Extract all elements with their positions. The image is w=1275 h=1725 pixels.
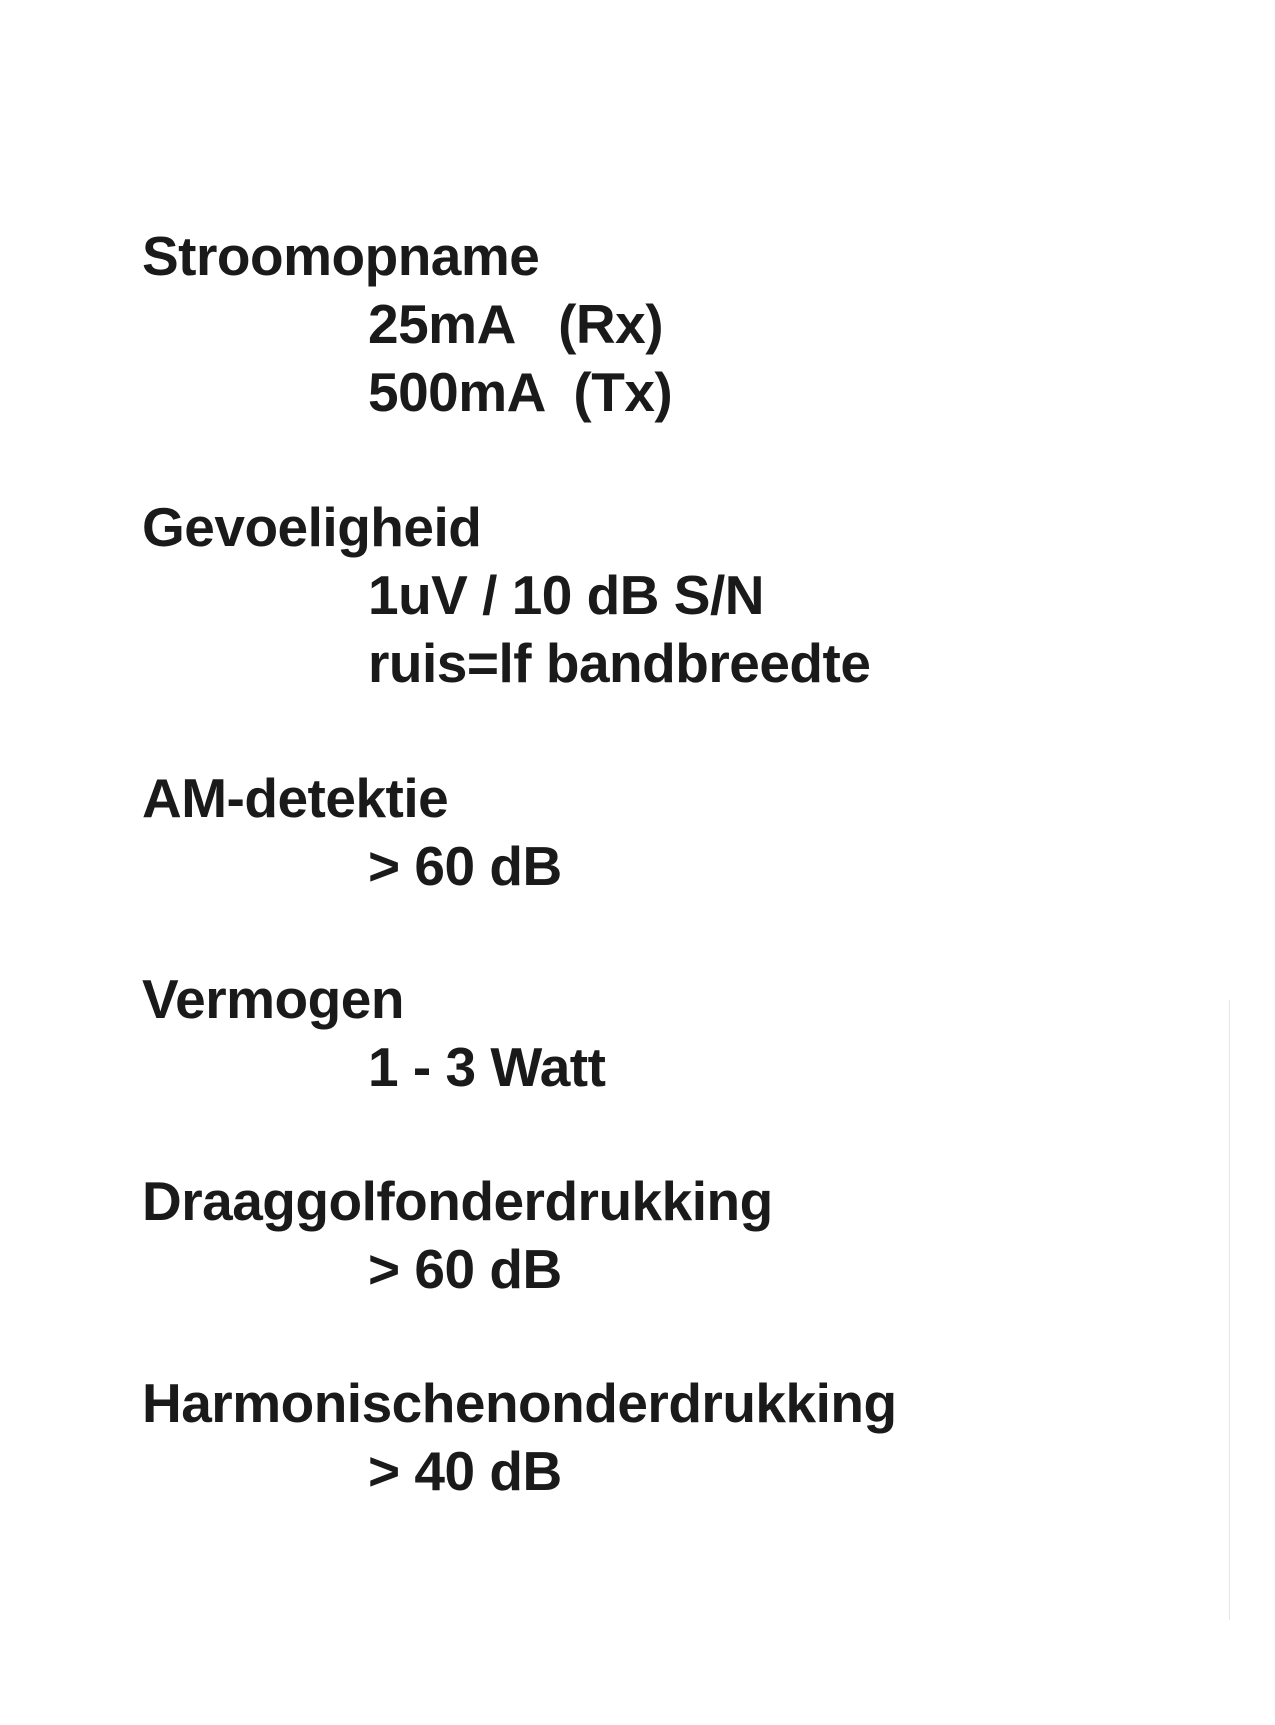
spec-heading: Gevoeligheid: [142, 496, 482, 558]
spec-heading: Stroomopname: [142, 225, 540, 287]
spec-current-consumption: [142, 222, 672, 426]
spec-value: 1uV / 10 dB S/N: [368, 564, 764, 626]
spec-value: ruis=lf bandbreedte: [368, 632, 871, 694]
spec-value: 1 - 3 Watt: [368, 1036, 606, 1098]
spec-heading: Harmonischenonderdrukking: [142, 1372, 897, 1434]
spec-power: [142, 965, 605, 1101]
spec-heading: Vermogen: [142, 968, 404, 1030]
spec-heading: AM-detektie: [142, 767, 449, 829]
spec-harmonic-suppression: [142, 1369, 897, 1505]
scan-edge-line: [1229, 1000, 1230, 1620]
spec-heading: Draaggolfonderdrukking: [142, 1170, 773, 1232]
spec-value: > 40 dB: [368, 1440, 562, 1502]
spec-value: > 60 dB: [368, 1238, 562, 1300]
spec-value-rx: 25mA (Rx): [368, 293, 664, 355]
spec-sensitivity: [142, 493, 870, 697]
spec-carrier-suppression: [142, 1167, 773, 1303]
spec-am-detection: [142, 764, 562, 900]
spec-value: > 60 dB: [368, 835, 562, 897]
spec-value-tx: 500mA (Tx): [368, 361, 673, 423]
